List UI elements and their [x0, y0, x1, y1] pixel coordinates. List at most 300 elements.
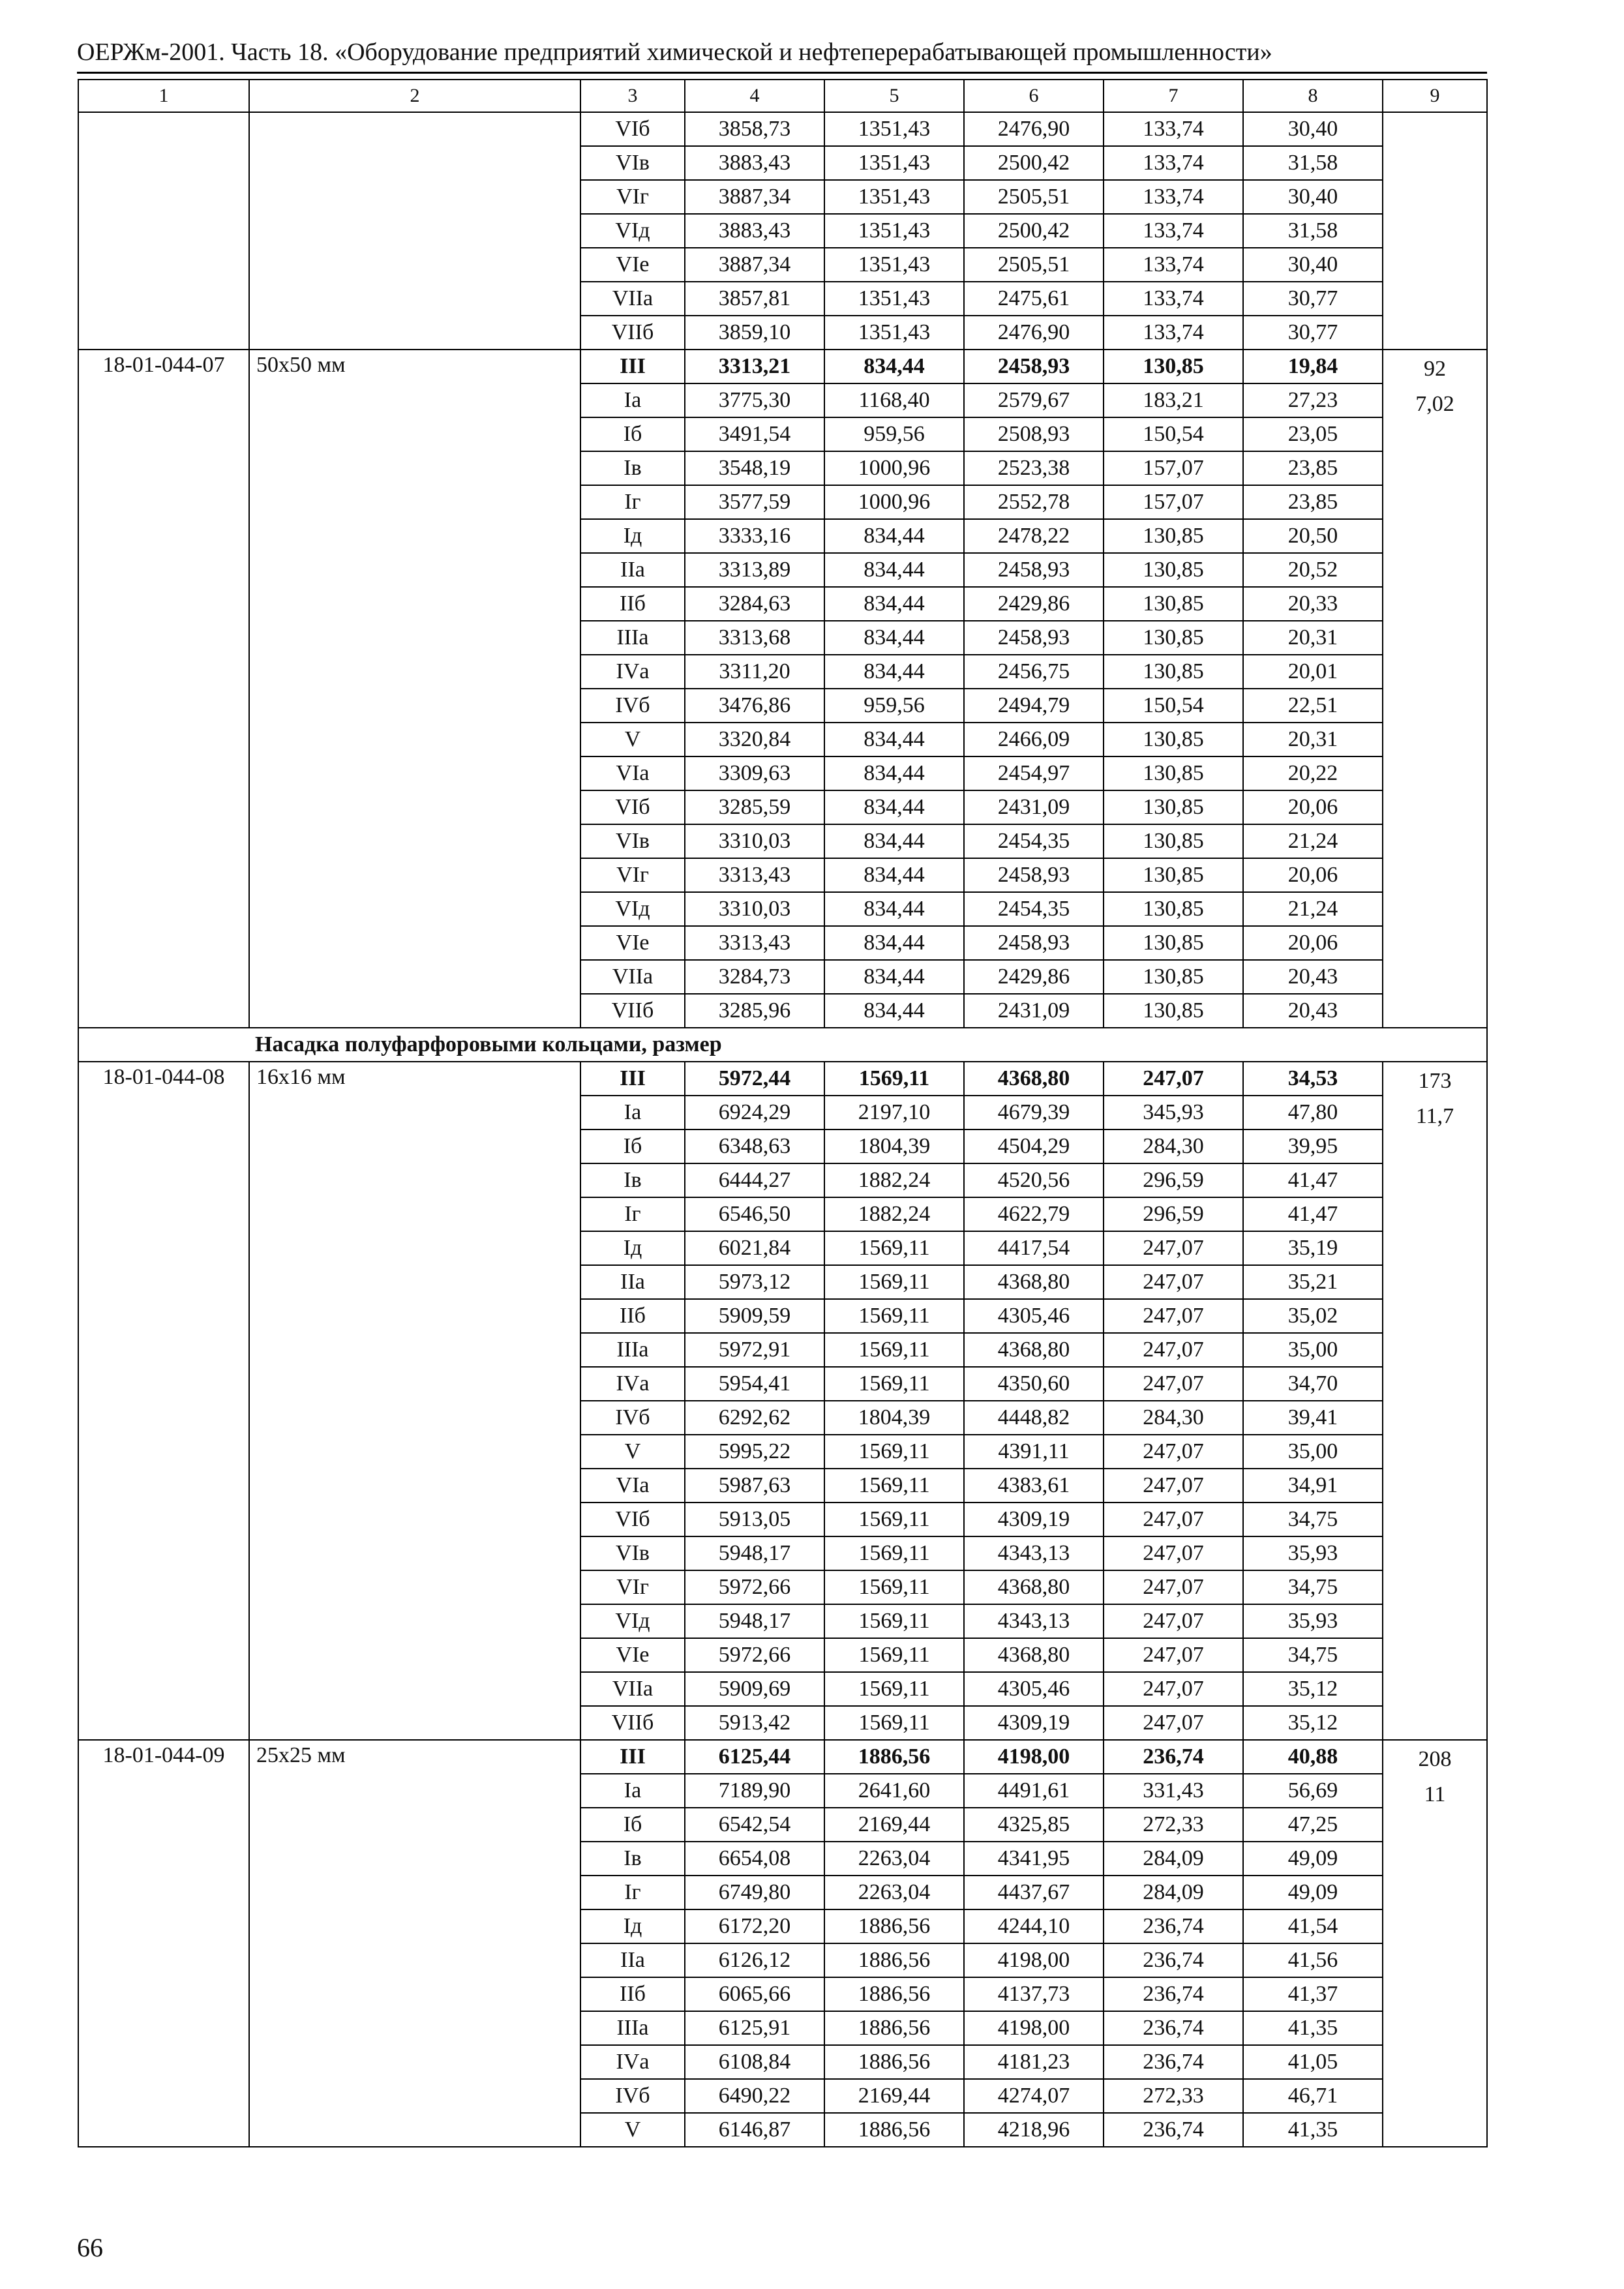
- value-cell-c4: 6125,91: [685, 2011, 824, 2045]
- value-cell-c6: 2431,09: [964, 994, 1104, 1028]
- value-cell-c8: 20,50: [1243, 519, 1383, 553]
- value-cell-c5: 834,44: [824, 587, 964, 621]
- value-cell-c6: 4622,79: [964, 1197, 1104, 1231]
- value-cell-c5: 1000,96: [824, 451, 964, 485]
- value-cell-c5: 834,44: [824, 553, 964, 587]
- value-cell-c5: 1886,56: [824, 1977, 964, 2011]
- value-cell-c6: 2579,67: [964, 383, 1104, 417]
- value-cell-c5: 834,44: [824, 756, 964, 790]
- value-cell-c6: 4350,60: [964, 1367, 1104, 1401]
- value-cell-c5: 1569,11: [824, 1435, 964, 1469]
- value-cell-c4: 5995,22: [685, 1435, 824, 1469]
- value-cell-c5: 1569,11: [824, 1367, 964, 1401]
- value-cell-c4: 3775,30: [685, 383, 824, 417]
- value-cell-c7: 130,85: [1104, 655, 1243, 689]
- value-cell-c8: 20,06: [1243, 858, 1383, 892]
- rate-code-cell: 18-01-044-07: [78, 350, 249, 1028]
- zone-cell: VIа: [580, 1469, 685, 1503]
- value-cell-c6: 4198,00: [964, 1740, 1104, 1774]
- value-cell-c5: 1886,56: [824, 2113, 964, 2147]
- rate-code-cell: [78, 112, 249, 350]
- value-cell-c8: 30,77: [1243, 282, 1383, 316]
- column-number-cell: 5: [824, 80, 964, 112]
- zone-cell: VIIа: [580, 960, 685, 994]
- value-cell-c4: 6065,66: [685, 1977, 824, 2011]
- size-cell: [249, 112, 580, 350]
- value-cell-c8: 40,88: [1243, 1740, 1383, 1774]
- zone-cell: IVа: [580, 2045, 685, 2079]
- value-cell-c4: 5972,44: [685, 1062, 824, 1096]
- value-cell-c6: 2466,09: [964, 723, 1104, 756]
- zone-cell: Iг: [580, 1876, 685, 1909]
- value-cell-c4: 3887,34: [685, 248, 824, 282]
- value-cell-c4: 3883,43: [685, 214, 824, 248]
- value-cell-c6: 2454,35: [964, 824, 1104, 858]
- value-cell-c4: 5987,63: [685, 1469, 824, 1503]
- value-cell-c5: 1569,11: [824, 1638, 964, 1672]
- value-cell-c8: 23,85: [1243, 485, 1383, 519]
- value-cell-c6: 2475,61: [964, 282, 1104, 316]
- value-cell-c5: 834,44: [824, 824, 964, 858]
- value-cell-c8: 20,31: [1243, 723, 1383, 756]
- value-cell-c5: 834,44: [824, 960, 964, 994]
- value-cell-c8: 35,02: [1243, 1299, 1383, 1333]
- value-cell-c8: 47,80: [1243, 1096, 1383, 1130]
- zone-cell: VIIб: [580, 316, 685, 350]
- zone-cell: VIе: [580, 926, 685, 960]
- value-cell-c7: 133,74: [1104, 180, 1243, 214]
- zone-cell: IVа: [580, 655, 685, 689]
- value-cell-c5: 834,44: [824, 858, 964, 892]
- value-cell-c7: 130,85: [1104, 824, 1243, 858]
- value-cell-c7: 284,09: [1104, 1876, 1243, 1909]
- value-cell-c4: 6924,29: [685, 1096, 824, 1130]
- value-cell-c4: 6292,62: [685, 1401, 824, 1435]
- value-cell-c8: 35,00: [1243, 1333, 1383, 1367]
- value-cell-c7: 296,59: [1104, 1197, 1243, 1231]
- zone-cell: IIб: [580, 1977, 685, 2011]
- value-cell-c5: 834,44: [824, 723, 964, 756]
- value-cell-c8: 27,23: [1243, 383, 1383, 417]
- value-cell-c7: 284,09: [1104, 1842, 1243, 1876]
- value-cell-c8: 23,85: [1243, 451, 1383, 485]
- value-cell-c4: 6125,44: [685, 1740, 824, 1774]
- value-cell-c7: 133,74: [1104, 282, 1243, 316]
- value-cell-c6: 4274,07: [964, 2079, 1104, 2113]
- value-cell-c8: 35,00: [1243, 1435, 1383, 1469]
- col9-value: 173: [1418, 1069, 1452, 1093]
- value-cell-c8: 41,47: [1243, 1197, 1383, 1231]
- value-cell-c4: 3857,81: [685, 282, 824, 316]
- value-cell-c5: 1569,11: [824, 1062, 964, 1096]
- value-cell-c5: 834,44: [824, 519, 964, 553]
- zone-cell: IVа: [580, 1367, 685, 1401]
- value-cell-c5: 1569,11: [824, 1672, 964, 1706]
- value-cell-c8: 49,09: [1243, 1842, 1383, 1876]
- value-cell-c6: 4198,00: [964, 1943, 1104, 1977]
- value-cell-c7: 345,93: [1104, 1096, 1243, 1130]
- value-cell-c6: 2476,90: [964, 316, 1104, 350]
- value-cell-c5: 1351,43: [824, 316, 964, 350]
- value-cell-c5: 834,44: [824, 994, 964, 1028]
- size-cell: 16x16 мм: [249, 1062, 580, 1740]
- value-cell-c7: 236,74: [1104, 1909, 1243, 1943]
- value-cell-c6: 4341,95: [964, 1842, 1104, 1876]
- zone-cell: VIа: [580, 756, 685, 790]
- value-cell-c7: 247,07: [1104, 1333, 1243, 1367]
- zone-cell: Iд: [580, 1231, 685, 1265]
- value-cell-c7: 130,85: [1104, 858, 1243, 892]
- value-cell-c6: 4448,82: [964, 1401, 1104, 1435]
- value-cell-c5: 1351,43: [824, 214, 964, 248]
- value-cell-c4: 3313,43: [685, 858, 824, 892]
- value-cell-c4: 5948,17: [685, 1536, 824, 1570]
- value-cell-c4: 6444,27: [685, 1163, 824, 1197]
- value-cell-c7: 272,33: [1104, 2079, 1243, 2113]
- zone-cell: IVб: [580, 2079, 685, 2113]
- value-cell-c7: 236,74: [1104, 2011, 1243, 2045]
- col9-cell: [1383, 350, 1487, 1028]
- zone-cell: Iа: [580, 383, 685, 417]
- value-cell-c5: 1351,43: [824, 282, 964, 316]
- value-cell-c6: 2454,97: [964, 756, 1104, 790]
- value-cell-c8: 41,05: [1243, 2045, 1383, 2079]
- value-cell-c5: 834,44: [824, 926, 964, 960]
- value-cell-c7: 284,30: [1104, 1130, 1243, 1163]
- value-cell-c6: 2500,42: [964, 214, 1104, 248]
- value-cell-c5: 834,44: [824, 621, 964, 655]
- value-cell-c5: 2263,04: [824, 1876, 964, 1909]
- value-cell-c4: 3285,59: [685, 790, 824, 824]
- value-cell-c5: 1569,11: [824, 1604, 964, 1638]
- value-cell-c8: 47,25: [1243, 1808, 1383, 1842]
- value-cell-c7: 247,07: [1104, 1536, 1243, 1570]
- value-cell-c8: 30,40: [1243, 180, 1383, 214]
- value-cell-c4: 6654,08: [685, 1842, 824, 1876]
- zone-cell: IVб: [580, 689, 685, 723]
- value-cell-c8: 30,40: [1243, 112, 1383, 146]
- value-cell-c8: 31,58: [1243, 214, 1383, 248]
- value-cell-c4: 3309,63: [685, 756, 824, 790]
- value-cell-c6: 2458,93: [964, 926, 1104, 960]
- value-cell-c4: 3313,43: [685, 926, 824, 960]
- rate-code-cell: 18-01-044-09: [78, 1740, 249, 2147]
- value-cell-c5: 1804,39: [824, 1401, 964, 1435]
- value-cell-c7: 130,85: [1104, 621, 1243, 655]
- value-cell-c4: 6348,63: [685, 1130, 824, 1163]
- value-cell-c7: 236,74: [1104, 1740, 1243, 1774]
- value-cell-c4: 5972,66: [685, 1570, 824, 1604]
- value-cell-c8: 23,05: [1243, 417, 1383, 451]
- zone-cell: IIIа: [580, 2011, 685, 2045]
- zone-cell: Iб: [580, 417, 685, 451]
- value-cell-c7: 133,74: [1104, 316, 1243, 350]
- value-cell-c4: 5909,69: [685, 1672, 824, 1706]
- value-cell-c6: 2456,75: [964, 655, 1104, 689]
- value-cell-c7: 247,07: [1104, 1435, 1243, 1469]
- value-cell-c6: 2458,93: [964, 621, 1104, 655]
- value-cell-c7: 236,74: [1104, 1977, 1243, 2011]
- value-cell-c8: 34,53: [1243, 1062, 1383, 1096]
- value-cell-c4: 6021,84: [685, 1231, 824, 1265]
- value-cell-c7: 133,74: [1104, 248, 1243, 282]
- zone-cell: Iд: [580, 1909, 685, 1943]
- value-cell-c7: 130,85: [1104, 587, 1243, 621]
- value-cell-c7: 331,43: [1104, 1774, 1243, 1808]
- section-row: [78, 1028, 1487, 1062]
- zone-cell: VIIа: [580, 282, 685, 316]
- value-cell-c5: 1886,56: [824, 2011, 964, 2045]
- table-row: [78, 350, 1487, 383]
- value-cell-c7: 247,07: [1104, 1706, 1243, 1740]
- value-cell-c6: 4368,80: [964, 1265, 1104, 1299]
- value-cell-c8: 35,19: [1243, 1231, 1383, 1265]
- value-cell-c8: 41,35: [1243, 2113, 1383, 2147]
- value-cell-c8: 35,12: [1243, 1706, 1383, 1740]
- value-cell-c7: 130,85: [1104, 519, 1243, 553]
- zone-cell: VIд: [580, 892, 685, 926]
- column-number-cell: 8: [1243, 80, 1383, 112]
- header-rule: [77, 72, 1487, 74]
- value-cell-c8: 20,43: [1243, 960, 1383, 994]
- page-header: ОЕРЖм-2001. Часть 18. «Оборудование предприятий химической и нефтеперерабатывающей промышленности»: [77, 38, 1272, 66]
- value-cell-c8: 19,84: [1243, 350, 1383, 383]
- value-cell-c6: 4244,10: [964, 1909, 1104, 1943]
- value-cell-c6: 4504,29: [964, 1130, 1104, 1163]
- value-cell-c4: 3310,03: [685, 892, 824, 926]
- value-cell-c4: 6108,84: [685, 2045, 824, 2079]
- value-cell-c6: 4368,80: [964, 1638, 1104, 1672]
- zone-cell: VIб: [580, 112, 685, 146]
- zone-cell: III: [580, 1740, 685, 1774]
- col9-cell: [1383, 1062, 1487, 1740]
- value-cell-c7: 133,74: [1104, 214, 1243, 248]
- value-cell-c8: 34,75: [1243, 1638, 1383, 1672]
- value-cell-c7: 150,54: [1104, 689, 1243, 723]
- zone-cell: V: [580, 1435, 685, 1469]
- value-cell-c4: 5913,05: [685, 1503, 824, 1536]
- zone-cell: Iд: [580, 519, 685, 553]
- value-cell-c5: 1882,24: [824, 1197, 964, 1231]
- value-cell-c6: 4368,80: [964, 1062, 1104, 1096]
- value-cell-c6: 4417,54: [964, 1231, 1104, 1265]
- value-cell-c6: 2431,09: [964, 790, 1104, 824]
- zone-cell: IVб: [580, 1401, 685, 1435]
- value-cell-c4: 3887,34: [685, 180, 824, 214]
- value-cell-c6: 4437,67: [964, 1876, 1104, 1909]
- zone-cell: IIIа: [580, 621, 685, 655]
- zone-cell: IIа: [580, 1265, 685, 1299]
- value-cell-c7: 130,85: [1104, 723, 1243, 756]
- value-cell-c8: 35,93: [1243, 1604, 1383, 1638]
- zone-cell: VIв: [580, 824, 685, 858]
- zone-cell: IIIа: [580, 1333, 685, 1367]
- value-cell-c8: 34,75: [1243, 1503, 1383, 1536]
- zone-cell: IIа: [580, 1943, 685, 1977]
- zone-cell: Iг: [580, 485, 685, 519]
- value-cell-c4: 3548,19: [685, 451, 824, 485]
- value-cell-c8: 35,12: [1243, 1672, 1383, 1706]
- value-cell-c4: 3333,16: [685, 519, 824, 553]
- col9-value: 7,02: [1415, 392, 1454, 416]
- zone-cell: IIб: [580, 1299, 685, 1333]
- value-cell-c6: 4391,11: [964, 1435, 1104, 1469]
- value-cell-c6: 2429,86: [964, 960, 1104, 994]
- zone-cell: III: [580, 350, 685, 383]
- value-cell-c6: 2458,93: [964, 553, 1104, 587]
- value-cell-c5: 2169,44: [824, 2079, 964, 2113]
- zone-cell: Iа: [580, 1774, 685, 1808]
- value-cell-c6: 2494,79: [964, 689, 1104, 723]
- value-cell-c6: 4309,19: [964, 1706, 1104, 1740]
- zone-cell: VIб: [580, 790, 685, 824]
- page-number: 66: [77, 2233, 103, 2262]
- value-cell-c4: 3577,59: [685, 485, 824, 519]
- value-cell-c5: 1569,11: [824, 1265, 964, 1299]
- value-cell-c5: 834,44: [824, 790, 964, 824]
- value-cell-c8: 49,09: [1243, 1876, 1383, 1909]
- size-cell: 25x25 мм: [249, 1740, 580, 2147]
- value-cell-c5: 1569,11: [824, 1333, 964, 1367]
- value-cell-c4: 6172,20: [685, 1909, 824, 1943]
- value-cell-c6: 4181,23: [964, 2045, 1104, 2079]
- value-cell-c8: 56,69: [1243, 1774, 1383, 1808]
- value-cell-c6: 4368,80: [964, 1333, 1104, 1367]
- value-cell-c8: 20,31: [1243, 621, 1383, 655]
- zone-cell: V: [580, 2113, 685, 2147]
- col9-cell: [1383, 1740, 1487, 2147]
- value-cell-c5: 1804,39: [824, 1130, 964, 1163]
- value-cell-c4: 5909,59: [685, 1299, 824, 1333]
- zone-cell: VIв: [580, 146, 685, 180]
- value-cell-c8: 22,51: [1243, 689, 1383, 723]
- zone-cell: VIв: [580, 1536, 685, 1570]
- column-number-cell: 6: [964, 80, 1104, 112]
- value-cell-c6: 2458,93: [964, 350, 1104, 383]
- value-cell-c7: 272,33: [1104, 1808, 1243, 1842]
- value-cell-c7: 247,07: [1104, 1503, 1243, 1536]
- zone-cell: VIг: [580, 1570, 685, 1604]
- value-cell-c7: 130,85: [1104, 553, 1243, 587]
- zone-cell: VIе: [580, 1638, 685, 1672]
- value-cell-c7: 296,59: [1104, 1163, 1243, 1197]
- zone-cell: VIIб: [580, 1706, 685, 1740]
- value-cell-c7: 247,07: [1104, 1265, 1243, 1299]
- value-cell-c8: 35,93: [1243, 1536, 1383, 1570]
- value-cell-c4: 6126,12: [685, 1943, 824, 1977]
- value-cell-c8: 41,47: [1243, 1163, 1383, 1197]
- value-cell-c4: 6546,50: [685, 1197, 824, 1231]
- value-cell-c5: 1886,56: [824, 1943, 964, 1977]
- value-cell-c8: 20,06: [1243, 926, 1383, 960]
- value-cell-c7: 284,30: [1104, 1401, 1243, 1435]
- column-number-row: [78, 80, 1487, 112]
- value-cell-c5: 834,44: [824, 655, 964, 689]
- value-cell-c7: 236,74: [1104, 1943, 1243, 1977]
- value-cell-c8: 39,95: [1243, 1130, 1383, 1163]
- table-row: [78, 1740, 1487, 1774]
- value-cell-c7: 130,85: [1104, 926, 1243, 960]
- col9-value: 11,7: [1415, 1104, 1454, 1128]
- col9-value: 92: [1424, 357, 1446, 381]
- value-cell-c6: 2478,22: [964, 519, 1104, 553]
- value-cell-c5: 2197,10: [824, 1096, 964, 1130]
- zone-cell: Iв: [580, 451, 685, 485]
- value-cell-c4: 5954,41: [685, 1367, 824, 1401]
- zone-cell: Iв: [580, 1842, 685, 1876]
- value-cell-c7: 247,07: [1104, 1299, 1243, 1333]
- value-cell-c5: 1000,96: [824, 485, 964, 519]
- value-cell-c4: 5972,91: [685, 1333, 824, 1367]
- value-cell-c6: 4198,00: [964, 2011, 1104, 2045]
- value-cell-c5: 1569,11: [824, 1570, 964, 1604]
- column-number-cell: 4: [685, 80, 824, 112]
- zone-cell: Iа: [580, 1096, 685, 1130]
- zone-cell: VIIб: [580, 994, 685, 1028]
- column-number-cell: 1: [78, 80, 249, 112]
- value-cell-c6: 4305,46: [964, 1299, 1104, 1333]
- value-cell-c4: 6146,87: [685, 2113, 824, 2147]
- value-cell-c5: 1569,11: [824, 1469, 964, 1503]
- value-cell-c6: 4368,80: [964, 1570, 1104, 1604]
- value-cell-c8: 41,37: [1243, 1977, 1383, 2011]
- section-title: Насадка полуфарфоровыми кольцами, размер: [78, 1028, 1487, 1062]
- value-cell-c4: 3859,10: [685, 316, 824, 350]
- value-cell-c7: 183,21: [1104, 383, 1243, 417]
- value-cell-c4: 6542,54: [685, 1808, 824, 1842]
- value-cell-c4: 5973,12: [685, 1265, 824, 1299]
- value-cell-c7: 133,74: [1104, 146, 1243, 180]
- value-cell-c4: 3320,84: [685, 723, 824, 756]
- value-cell-c6: 4520,56: [964, 1163, 1104, 1197]
- value-cell-c4: 3491,54: [685, 417, 824, 451]
- col9-cell: [1383, 112, 1487, 350]
- value-cell-c8: 35,21: [1243, 1265, 1383, 1299]
- value-cell-c4: 3313,21: [685, 350, 824, 383]
- value-cell-c7: 236,74: [1104, 2113, 1243, 2147]
- value-cell-c7: 247,07: [1104, 1672, 1243, 1706]
- value-cell-c6: 4309,19: [964, 1503, 1104, 1536]
- value-cell-c8: 31,58: [1243, 146, 1383, 180]
- value-cell-c8: 46,71: [1243, 2079, 1383, 2113]
- zone-cell: IIа: [580, 553, 685, 587]
- value-cell-c4: 5913,42: [685, 1706, 824, 1740]
- value-cell-c7: 247,07: [1104, 1570, 1243, 1604]
- value-cell-c7: 157,07: [1104, 451, 1243, 485]
- value-cell-c4: 3883,43: [685, 146, 824, 180]
- price-table: [78, 79, 1488, 2147]
- value-cell-c5: 1882,24: [824, 1163, 964, 1197]
- value-cell-c4: 3313,89: [685, 553, 824, 587]
- value-cell-c8: 20,01: [1243, 655, 1383, 689]
- table-row: [78, 1062, 1487, 1096]
- value-cell-c6: 2476,90: [964, 112, 1104, 146]
- column-number-cell: 9: [1383, 80, 1487, 112]
- value-cell-c7: 247,07: [1104, 1469, 1243, 1503]
- zone-cell: VIг: [580, 858, 685, 892]
- value-cell-c8: 21,24: [1243, 892, 1383, 926]
- value-cell-c6: 4343,13: [964, 1604, 1104, 1638]
- value-cell-c8: 30,40: [1243, 248, 1383, 282]
- zone-cell: VIд: [580, 1604, 685, 1638]
- value-cell-c5: 1351,43: [824, 112, 964, 146]
- value-cell-c8: 20,33: [1243, 587, 1383, 621]
- value-cell-c5: 1351,43: [824, 248, 964, 282]
- value-cell-c8: 39,41: [1243, 1401, 1383, 1435]
- value-cell-c6: 2429,86: [964, 587, 1104, 621]
- value-cell-c4: 3285,96: [685, 994, 824, 1028]
- value-cell-c8: 41,54: [1243, 1909, 1383, 1943]
